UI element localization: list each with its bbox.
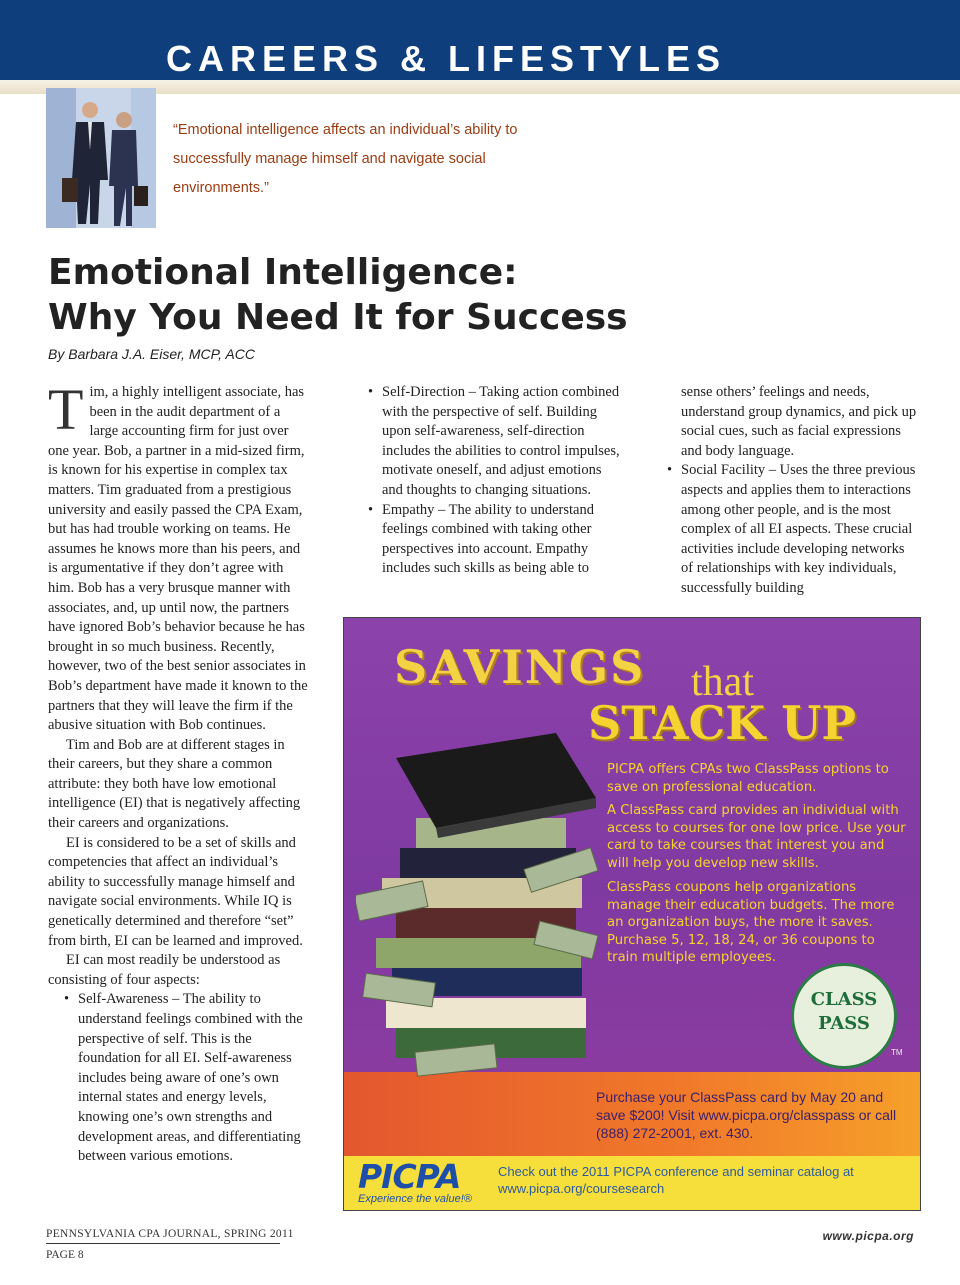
bullet-icon: • xyxy=(667,462,673,479)
article-title xyxy=(48,250,668,340)
paragraph-4: EI can most readily be understood as consisting of four aspects: xyxy=(48,952,281,988)
bullet-self-direction xyxy=(366,383,622,501)
section-title: CAREERS & LIFESTYLES xyxy=(166,38,727,79)
bullet-self-direction-text: Self-Direction – Taking action combined with the perspective of self. Building upon self-awareness, self-direction includes the abilities to control impulses, motivate oneself, and adjust emotions and thoughts to changing situations. xyxy=(382,384,620,498)
ad-copy-intro: PICPA offers CPAs two ClassPass options to save on professional education. xyxy=(607,762,889,795)
column-3 xyxy=(665,383,917,599)
ad-headline-that: that xyxy=(691,659,754,705)
business-people-photo xyxy=(46,88,156,228)
books-and-money-illustration xyxy=(356,728,606,1078)
footer-journal: PENNSYLVANIA CPA JOURNAL, SPRING 2011 xyxy=(46,1228,294,1240)
bullet-self-awareness xyxy=(62,990,310,1166)
paragraph-1 xyxy=(48,377,310,736)
paragraph-1-text: im, a highly intelligent associate, has been in the audit department of a large accounting firm for just over one year. Bob, a partner in a mid-sized firm, is known for his expertise in complex tax matters. Tim graduated from a prestigious university and easily passed the CPA Exam, but has had trouble working on teams. He assumes he knows more than his peers, and is argumentative if they don’t agree with him. Bob has a very brusque manner with associates, and, up until now, the partners have ignored Bob’s behavior because he has brought in so much business. Recently, however, two of the best senior associates in Bob’s department have made it known to the partners that they will leave the firm if the abusive situation with Bob continues. xyxy=(48,384,308,734)
bullet-icon: • xyxy=(368,384,374,400)
bullet-icon: • xyxy=(368,501,374,518)
title-line-2: Why You Need It for Success xyxy=(48,297,628,338)
trademark-mark: TM xyxy=(891,1048,903,1057)
footer-rule xyxy=(46,1243,280,1244)
drop-cap: T xyxy=(48,377,84,442)
picpa-logo xyxy=(358,1157,488,1205)
ad-purchase-cta[interactable]: Purchase your ClassPass card by May 20 and save $200! Visit www.picpa.org/classpass or call (888) 272-2001, ext. 430. xyxy=(596,1089,897,1141)
ad-copy-coupons: ClassPass coupons help organizations manage their education budgets. The more an organization buys, the more it saves. Purchase 5, 12, 18, 24, or 36 coupons to train multiple employees. xyxy=(607,880,895,966)
ad-headline-stack-up: STACK UP xyxy=(588,696,856,750)
paragraph-2: Tim and Bob are at different stages in their careers, but they share a common attribute: they both have low emotional intelligence (EI) that is negatively affecting their careers and organizations. xyxy=(48,736,301,832)
bullet-self-awareness-text: Self-Awareness – The ability to understand feelings combined with the perspective of self. This is the foundation for all EI. Self-awareness includes being aware of one’s own internal states and energy levels, knowing one’s own strengths and development areas, and differentiating between various emotions. xyxy=(78,991,303,1165)
picpa-logo-tagline: Experience the value!® xyxy=(358,1193,472,1205)
column-1 xyxy=(48,377,310,1167)
picpa-logo-mark: PICPA xyxy=(358,1157,461,1196)
bullet-social-facility xyxy=(665,461,917,598)
title-line-1: Emotional Intelligence: xyxy=(48,252,518,293)
byline: By Barbara J.A. Eiser, MCP, ACC xyxy=(48,346,255,362)
empathy-continued: sense others’ feelings and needs, understand group dynamics, and pick up social cues, such as facial expressions and body language. xyxy=(681,384,917,459)
badge-line-2: PASS xyxy=(818,1013,870,1034)
footer-page-number: PAGE 8 xyxy=(46,1249,84,1261)
classpass-badge xyxy=(791,963,897,1069)
column-2 xyxy=(366,383,622,579)
paragraph-3: EI is considered to be a set of skills and competencies that affect an individual’s ability to successfully manage himself and navigate social environments. While IQ is genetically determined and therefore “set” from birth, EI can be learned and improved. xyxy=(48,834,303,949)
footer-url[interactable]: www.picpa.org xyxy=(822,1229,914,1243)
pull-quote: “Emotional intelligence affects an individual’s ability to successfully manage himself and navigate social environments.” xyxy=(173,122,518,196)
bullet-icon: • xyxy=(64,991,70,1008)
classpass-advertisement[interactable] xyxy=(343,617,921,1211)
ad-catalog-link[interactable]: Check out the 2011 PICPA conference and seminar catalog at www.picpa.org/coursesearch xyxy=(498,1164,854,1196)
ad-copy-card: A ClassPass card provides an individual with access to courses for one low price. Use your card to take courses that interest you and will help you develop new skills. xyxy=(607,803,906,871)
ad-headline-savings: SAVINGS xyxy=(394,640,646,694)
badge-line-1: CLASS xyxy=(810,989,878,1010)
bullet-empathy-text: Empathy – The ability to understand feelings combined with taking other perspectives into account. Empathy includes such skills as being able to xyxy=(382,501,594,577)
bullet-social-facility-text: Social Facility – Uses the three previous aspects and applies them to interactions among other people, and is the most complex of all EI aspects. These crucial activities include developing networks of relationships with key individuals, successfully building xyxy=(681,462,916,596)
bullet-empathy xyxy=(366,501,622,579)
